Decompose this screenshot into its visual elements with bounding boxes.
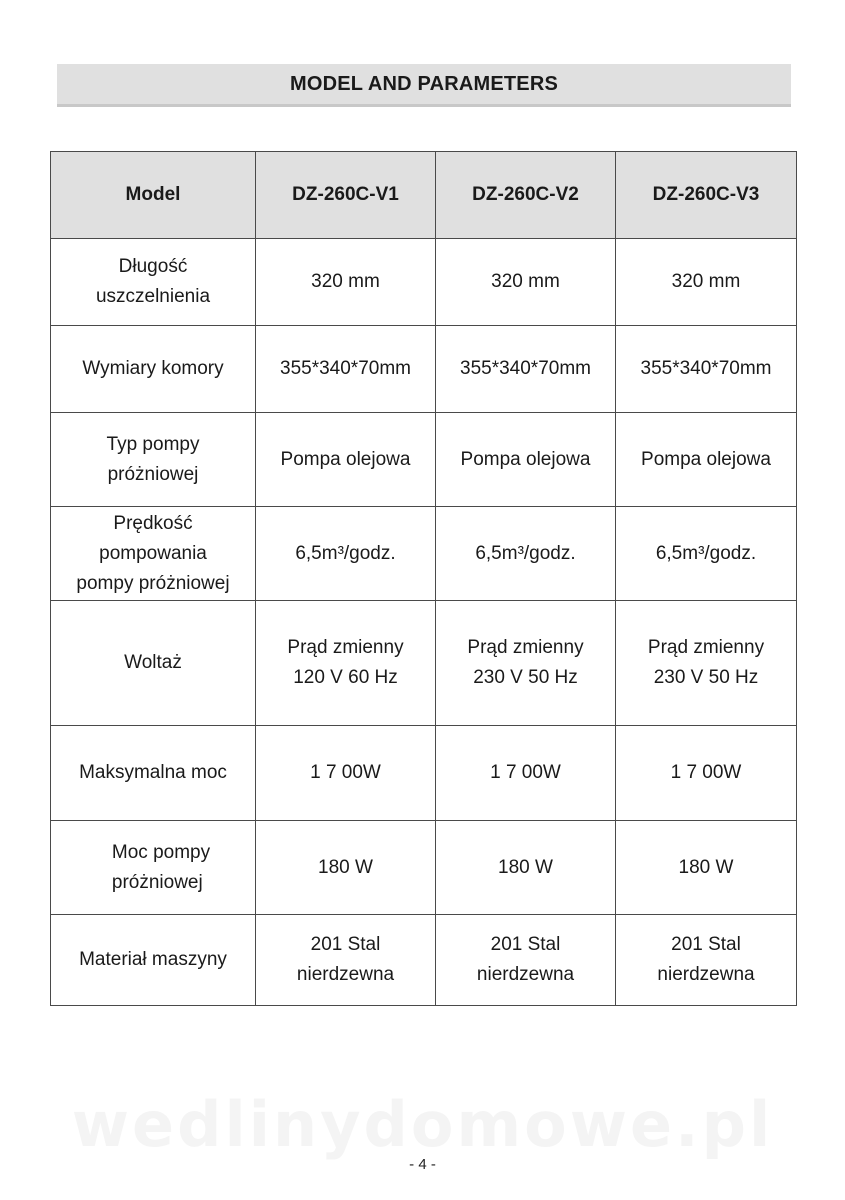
parameters-table <box>50 151 797 1006</box>
table-cell: 6,5m³/godz. <box>256 507 436 601</box>
table-cell: 1 7 00W <box>436 726 616 821</box>
table-cell: Prąd zmienny 120 V 60 Hz <box>256 601 436 726</box>
section-header <box>57 64 791 107</box>
header-v2: DZ-260C-V2 <box>436 152 616 239</box>
table-row <box>51 915 797 1006</box>
table-row <box>51 726 797 821</box>
row-label: Długość uszczelnienia <box>51 239 256 326</box>
table-cell: Pompa olejowa <box>616 413 797 507</box>
table-cell: 355*340*70mm <box>616 326 797 413</box>
table-cell: 201 Stal nierdzewna <box>256 915 436 1006</box>
table-cell: 201 Stal nierdzewna <box>616 915 797 1006</box>
table-cell: 180 W <box>256 821 436 915</box>
watermark: wedlinydomowe.pl <box>71 1088 774 1161</box>
page-number: - 4 - <box>409 1156 436 1173</box>
table-cell: 180 W <box>616 821 797 915</box>
table-cell: 320 mm <box>436 239 616 326</box>
row-label: Materiał maszyny <box>51 915 256 1006</box>
table-cell: Pompa olejowa <box>436 413 616 507</box>
table-cell: 355*340*70mm <box>256 326 436 413</box>
table-cell: Prąd zmienny 230 V 50 Hz <box>436 601 616 726</box>
table-cell: 1 7 00W <box>256 726 436 821</box>
table-row <box>51 239 797 326</box>
table-row <box>51 601 797 726</box>
table-cell: 180 W <box>436 821 616 915</box>
table-cell: 320 mm <box>616 239 797 326</box>
table-cell: 320 mm <box>256 239 436 326</box>
table-row <box>51 413 797 507</box>
table-row <box>51 326 797 413</box>
row-label: Woltaż <box>51 601 256 726</box>
header-v1: DZ-260C-V1 <box>256 152 436 239</box>
row-label: Wymiary komory <box>51 326 256 413</box>
row-label: Prędkość pompowania pompy próżniowej <box>51 507 256 601</box>
table-row <box>51 507 797 601</box>
table-header-row <box>51 152 797 239</box>
table-cell: 1 7 00W <box>616 726 797 821</box>
header-model: Model <box>51 152 256 239</box>
table-cell: 6,5m³/godz. <box>436 507 616 601</box>
table-cell: Pompa olejowa <box>256 413 436 507</box>
row-label: Moc pompy próżniowej <box>51 821 256 915</box>
table-cell: 355*340*70mm <box>436 326 616 413</box>
row-label: Maksymalna moc <box>51 726 256 821</box>
table-cell: 6,5m³/godz. <box>616 507 797 601</box>
table-cell: Prąd zmienny 230 V 50 Hz <box>616 601 797 726</box>
row-label: Typ pompy próżniowej <box>51 413 256 507</box>
table-row <box>51 821 797 915</box>
table-cell: 201 Stal nierdzewna <box>436 915 616 1006</box>
header-v3: DZ-260C-V3 <box>616 152 797 239</box>
section-title: MODEL AND PARAMETERS <box>289 72 559 95</box>
